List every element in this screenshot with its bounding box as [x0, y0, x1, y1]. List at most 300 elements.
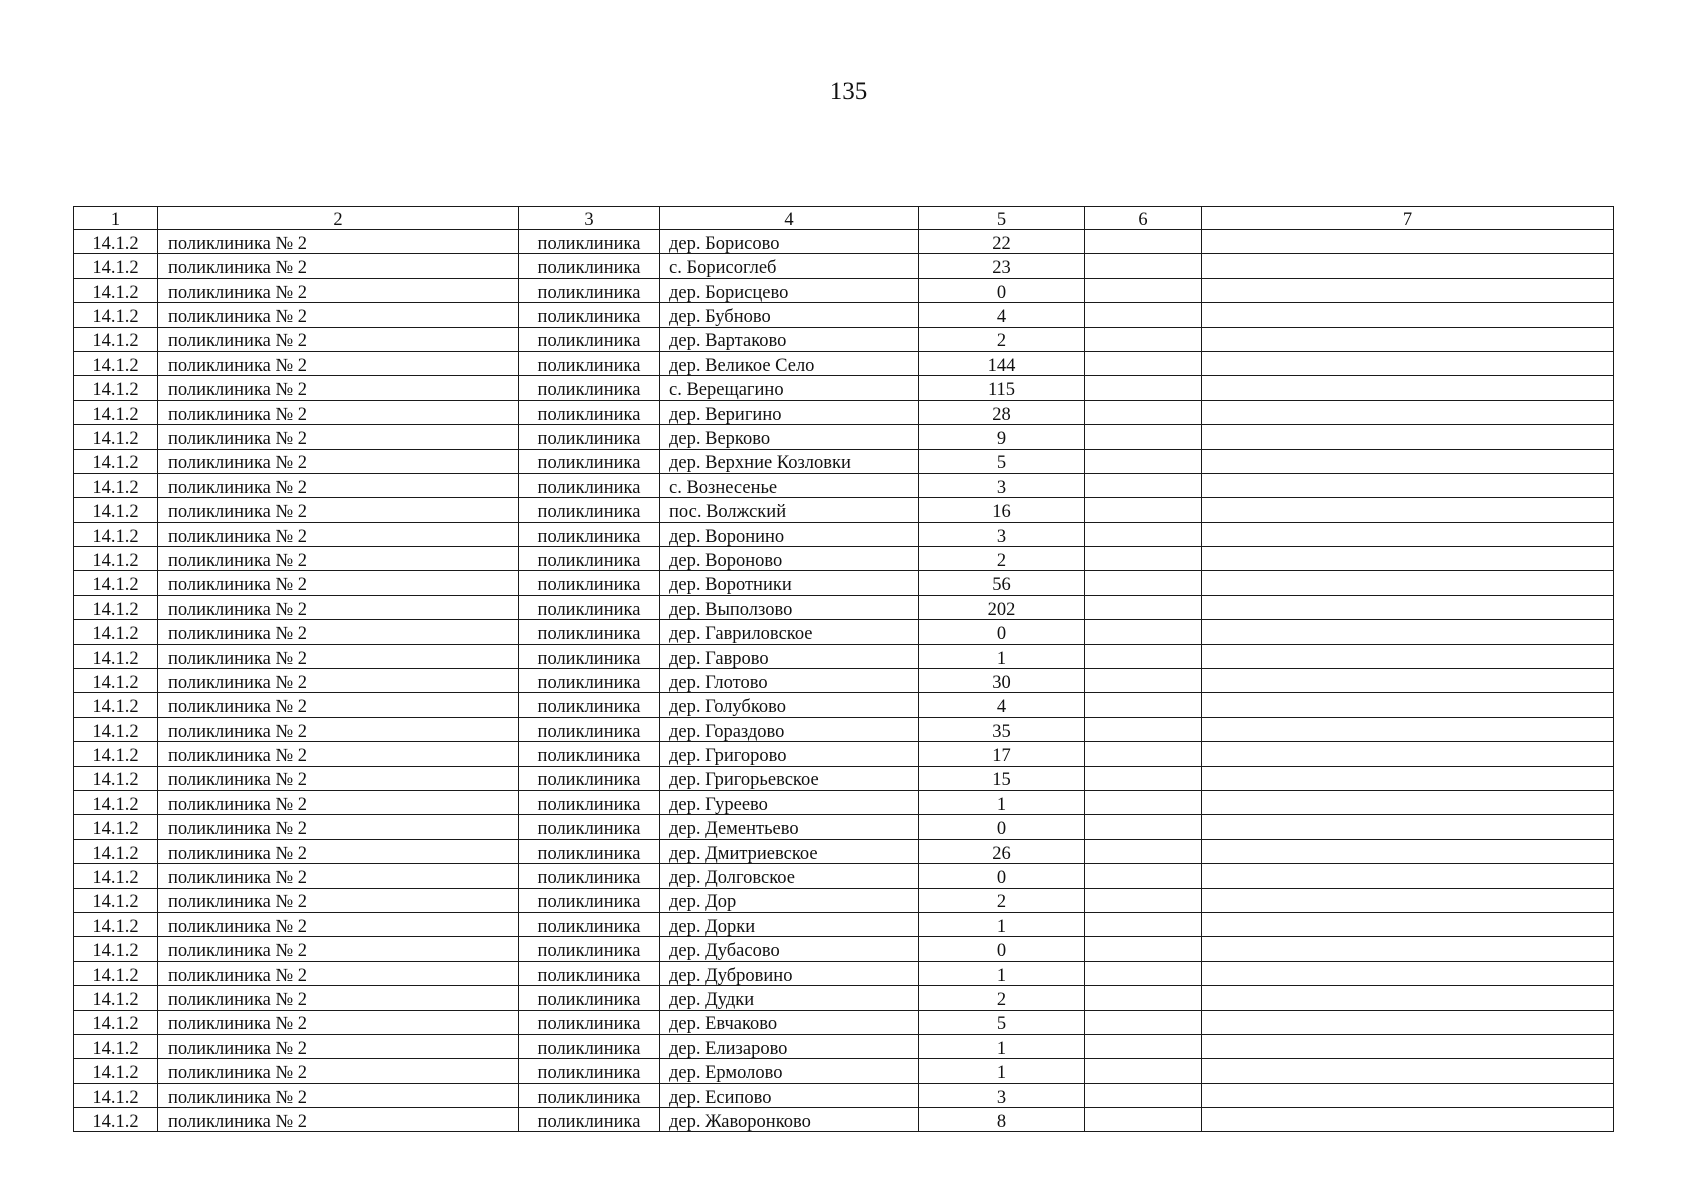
- cell-col6: [1085, 498, 1202, 522]
- table-row: [74, 473, 1614, 497]
- cell-col6: [1085, 400, 1202, 424]
- cell-institution: поликлиника № 2: [158, 254, 519, 278]
- cell-col7: [1202, 1059, 1614, 1083]
- cell-institution: поликлиника № 2: [158, 230, 519, 254]
- cell-count: 1: [919, 1034, 1085, 1058]
- cell-type: поликлиника: [519, 888, 660, 912]
- cell-code: 14.1.2: [74, 1010, 158, 1034]
- cell-code: 14.1.2: [74, 376, 158, 400]
- cell-institution: поликлиника № 2: [158, 1010, 519, 1034]
- cell-settlement: дер. Верхние Козловки: [660, 449, 919, 473]
- cell-code: 14.1.2: [74, 986, 158, 1010]
- cell-settlement: дер. Ермолово: [660, 1059, 919, 1083]
- cell-type: поликлиника: [519, 912, 660, 936]
- cell-settlement: пос. Волжский: [660, 498, 919, 522]
- cell-settlement: дер. Дор: [660, 888, 919, 912]
- cell-institution: поликлиника № 2: [158, 278, 519, 302]
- cell-settlement: дер. Великое Село: [660, 351, 919, 375]
- cell-type: поликлиника: [519, 303, 660, 327]
- cell-institution: поликлиника № 2: [158, 522, 519, 546]
- page-number: 135: [829, 78, 868, 105]
- cell-settlement: дер. Выползово: [660, 595, 919, 619]
- cell-type: поликлиника: [519, 1108, 660, 1132]
- cell-code: 14.1.2: [74, 230, 158, 254]
- table-row: [74, 327, 1614, 351]
- cell-col7: [1202, 766, 1614, 790]
- cell-institution: поликлиника № 2: [158, 937, 519, 961]
- cell-type: поликлиника: [519, 1010, 660, 1034]
- cell-col6: [1085, 376, 1202, 400]
- cell-institution: поликлиника № 2: [158, 620, 519, 644]
- cell-institution: поликлиника № 2: [158, 571, 519, 595]
- column-header-5: 5: [919, 207, 1085, 230]
- cell-count: 2: [919, 888, 1085, 912]
- cell-count: 15: [919, 766, 1085, 790]
- cell-count: 3: [919, 473, 1085, 497]
- cell-col6: [1085, 278, 1202, 302]
- cell-col6: [1085, 571, 1202, 595]
- cell-code: 14.1.2: [74, 522, 158, 546]
- cell-type: поликлиника: [519, 1059, 660, 1083]
- cell-count: 1: [919, 961, 1085, 985]
- cell-col6: [1085, 1108, 1202, 1132]
- cell-col7: [1202, 986, 1614, 1010]
- cell-col6: [1085, 230, 1202, 254]
- cell-col7: [1202, 254, 1614, 278]
- cell-settlement: дер. Григорово: [660, 742, 919, 766]
- cell-institution: поликлиника № 2: [158, 473, 519, 497]
- cell-count: 56: [919, 571, 1085, 595]
- cell-code: 14.1.2: [74, 669, 158, 693]
- cell-count: 9: [919, 425, 1085, 449]
- cell-institution: поликлиника № 2: [158, 644, 519, 668]
- cell-col7: [1202, 595, 1614, 619]
- table-row: [74, 303, 1614, 327]
- cell-count: 4: [919, 693, 1085, 717]
- cell-code: 14.1.2: [74, 449, 158, 473]
- cell-type: поликлиника: [519, 376, 660, 400]
- table-header-row: [74, 207, 1614, 230]
- table-row: [74, 1034, 1614, 1058]
- table-row: [74, 230, 1614, 254]
- cell-col6: [1085, 595, 1202, 619]
- table-row: [74, 912, 1614, 936]
- cell-code: 14.1.2: [74, 303, 158, 327]
- cell-count: 0: [919, 278, 1085, 302]
- cell-col6: [1085, 815, 1202, 839]
- cell-settlement: дер. Дубровино: [660, 961, 919, 985]
- cell-col6: [1085, 303, 1202, 327]
- cell-col6: [1085, 449, 1202, 473]
- cell-type: поликлиника: [519, 254, 660, 278]
- cell-settlement: дер. Борисцево: [660, 278, 919, 302]
- cell-type: поликлиника: [519, 669, 660, 693]
- cell-institution: поликлиника № 2: [158, 449, 519, 473]
- cell-count: 1: [919, 1059, 1085, 1083]
- table-row: [74, 742, 1614, 766]
- cell-type: поликлиника: [519, 839, 660, 863]
- cell-code: 14.1.2: [74, 1034, 158, 1058]
- cell-col7: [1202, 230, 1614, 254]
- cell-type: поликлиника: [519, 400, 660, 424]
- cell-col7: [1202, 888, 1614, 912]
- table-row: [74, 644, 1614, 668]
- cell-count: 8: [919, 1108, 1085, 1132]
- cell-settlement: с. Верещагино: [660, 376, 919, 400]
- cell-col6: [1085, 620, 1202, 644]
- cell-count: 144: [919, 351, 1085, 375]
- cell-col7: [1202, 815, 1614, 839]
- cell-type: поликлиника: [519, 937, 660, 961]
- cell-col6: [1085, 912, 1202, 936]
- table-row: [74, 522, 1614, 546]
- cell-col7: [1202, 351, 1614, 375]
- cell-code: 14.1.2: [74, 595, 158, 619]
- table-row: [74, 669, 1614, 693]
- cell-institution: поликлиника № 2: [158, 376, 519, 400]
- cell-settlement: дер. Дудки: [660, 986, 919, 1010]
- cell-col6: [1085, 986, 1202, 1010]
- table-row: [74, 498, 1614, 522]
- table-row: [74, 254, 1614, 278]
- cell-code: 14.1.2: [74, 815, 158, 839]
- cell-settlement: дер. Жаворонково: [660, 1108, 919, 1132]
- cell-type: поликлиника: [519, 986, 660, 1010]
- cell-institution: поликлиника № 2: [158, 1108, 519, 1132]
- cell-code: 14.1.2: [74, 864, 158, 888]
- cell-code: 14.1.2: [74, 571, 158, 595]
- cell-code: 14.1.2: [74, 766, 158, 790]
- table-body: [74, 207, 1614, 1132]
- cell-count: 30: [919, 669, 1085, 693]
- cell-settlement: дер. Вартаково: [660, 327, 919, 351]
- table-row: [74, 864, 1614, 888]
- table-row: [74, 376, 1614, 400]
- cell-code: 14.1.2: [74, 912, 158, 936]
- cell-count: 2: [919, 547, 1085, 571]
- table-row: [74, 1010, 1614, 1034]
- cell-institution: поликлиника № 2: [158, 815, 519, 839]
- cell-type: поликлиника: [519, 547, 660, 571]
- cell-institution: поликлиника № 2: [158, 986, 519, 1010]
- cell-col6: [1085, 790, 1202, 814]
- cell-type: поликлиника: [519, 864, 660, 888]
- cell-col6: [1085, 1010, 1202, 1034]
- cell-type: поликлиника: [519, 1034, 660, 1058]
- cell-col6: [1085, 644, 1202, 668]
- cell-col7: [1202, 547, 1614, 571]
- cell-settlement: дер. Глотово: [660, 669, 919, 693]
- cell-count: 0: [919, 937, 1085, 961]
- cell-institution: поликлиника № 2: [158, 327, 519, 351]
- cell-col7: [1202, 303, 1614, 327]
- cell-col7: [1202, 327, 1614, 351]
- cell-code: 14.1.2: [74, 961, 158, 985]
- cell-col7: [1202, 473, 1614, 497]
- cell-institution: поликлиника № 2: [158, 1059, 519, 1083]
- cell-col7: [1202, 620, 1614, 644]
- table-row: [74, 1059, 1614, 1083]
- table-row: [74, 937, 1614, 961]
- cell-code: 14.1.2: [74, 1108, 158, 1132]
- cell-settlement: дер. Голубково: [660, 693, 919, 717]
- cell-type: поликлиника: [519, 278, 660, 302]
- cell-col7: [1202, 1108, 1614, 1132]
- cell-settlement: дер. Дмитриевское: [660, 839, 919, 863]
- table-row: [74, 839, 1614, 863]
- cell-type: поликлиника: [519, 693, 660, 717]
- cell-settlement: дер. Вороново: [660, 547, 919, 571]
- cell-col6: [1085, 547, 1202, 571]
- cell-count: 2: [919, 327, 1085, 351]
- cell-code: 14.1.2: [74, 1059, 158, 1083]
- cell-type: поликлиника: [519, 620, 660, 644]
- cell-col7: [1202, 693, 1614, 717]
- cell-col7: [1202, 644, 1614, 668]
- cell-col7: [1202, 961, 1614, 985]
- cell-col6: [1085, 888, 1202, 912]
- cell-col6: [1085, 864, 1202, 888]
- cell-institution: поликлиника № 2: [158, 790, 519, 814]
- table-row: [74, 766, 1614, 790]
- cell-count: 0: [919, 864, 1085, 888]
- column-header-3: 3: [519, 207, 660, 230]
- table-row: [74, 815, 1614, 839]
- cell-col7: [1202, 1034, 1614, 1058]
- cell-institution: поликлиника № 2: [158, 1083, 519, 1107]
- cell-institution: поликлиника № 2: [158, 888, 519, 912]
- cell-type: поликлиника: [519, 327, 660, 351]
- cell-count: 35: [919, 717, 1085, 741]
- cell-col6: [1085, 1059, 1202, 1083]
- cell-code: 14.1.2: [74, 742, 158, 766]
- cell-count: 5: [919, 1010, 1085, 1034]
- cell-col7: [1202, 1083, 1614, 1107]
- cell-col7: [1202, 449, 1614, 473]
- cell-col7: [1202, 669, 1614, 693]
- cell-col7: [1202, 1010, 1614, 1034]
- cell-col6: [1085, 961, 1202, 985]
- cell-settlement: дер. Воротники: [660, 571, 919, 595]
- cell-institution: поликлиника № 2: [158, 303, 519, 327]
- cell-count: 1: [919, 790, 1085, 814]
- cell-col7: [1202, 278, 1614, 302]
- cell-col6: [1085, 742, 1202, 766]
- cell-code: 14.1.2: [74, 620, 158, 644]
- cell-col7: [1202, 864, 1614, 888]
- cell-col6: [1085, 522, 1202, 546]
- cell-settlement: дер. Гаврово: [660, 644, 919, 668]
- cell-institution: поликлиника № 2: [158, 351, 519, 375]
- cell-col7: [1202, 425, 1614, 449]
- cell-col7: [1202, 790, 1614, 814]
- cell-institution: поликлиника № 2: [158, 912, 519, 936]
- cell-count: 16: [919, 498, 1085, 522]
- cell-code: 14.1.2: [74, 644, 158, 668]
- cell-settlement: дер. Григорьевское: [660, 766, 919, 790]
- cell-type: поликлиника: [519, 473, 660, 497]
- table-row: [74, 790, 1614, 814]
- cell-col7: [1202, 717, 1614, 741]
- cell-count: 26: [919, 839, 1085, 863]
- table-row: [74, 449, 1614, 473]
- settlements-table: [73, 206, 1614, 1132]
- table-row: [74, 693, 1614, 717]
- cell-institution: поликлиника № 2: [158, 1034, 519, 1058]
- cell-type: поликлиника: [519, 351, 660, 375]
- cell-code: 14.1.2: [74, 278, 158, 302]
- cell-settlement: дер. Гораздово: [660, 717, 919, 741]
- cell-institution: поликлиника № 2: [158, 425, 519, 449]
- cell-count: 202: [919, 595, 1085, 619]
- table-row: [74, 961, 1614, 985]
- cell-code: 14.1.2: [74, 1083, 158, 1107]
- cell-type: поликлиника: [519, 961, 660, 985]
- cell-settlement: дер. Борисово: [660, 230, 919, 254]
- cell-col6: [1085, 766, 1202, 790]
- cell-settlement: дер. Есипово: [660, 1083, 919, 1107]
- cell-code: 14.1.2: [74, 351, 158, 375]
- cell-col6: [1085, 425, 1202, 449]
- cell-col6: [1085, 254, 1202, 278]
- table-row: [74, 1083, 1614, 1107]
- cell-institution: поликлиника № 2: [158, 693, 519, 717]
- table-row: [74, 595, 1614, 619]
- cell-code: 14.1.2: [74, 327, 158, 351]
- cell-count: 22: [919, 230, 1085, 254]
- cell-settlement: дер. Бубново: [660, 303, 919, 327]
- cell-col6: [1085, 717, 1202, 741]
- cell-settlement: дер. Воронино: [660, 522, 919, 546]
- cell-settlement: дер. Долговское: [660, 864, 919, 888]
- cell-col6: [1085, 693, 1202, 717]
- table-row: [74, 986, 1614, 1010]
- cell-col7: [1202, 498, 1614, 522]
- cell-count: 0: [919, 620, 1085, 644]
- cell-col6: [1085, 1083, 1202, 1107]
- cell-code: 14.1.2: [74, 790, 158, 814]
- table-row: [74, 888, 1614, 912]
- table-row: [74, 620, 1614, 644]
- cell-institution: поликлиника № 2: [158, 717, 519, 741]
- cell-count: 3: [919, 522, 1085, 546]
- cell-code: 14.1.2: [74, 425, 158, 449]
- cell-type: поликлиника: [519, 425, 660, 449]
- table-row: [74, 571, 1614, 595]
- cell-settlement: дер. Веригино: [660, 400, 919, 424]
- cell-institution: поликлиника № 2: [158, 400, 519, 424]
- cell-col6: [1085, 473, 1202, 497]
- cell-code: 14.1.2: [74, 717, 158, 741]
- cell-col7: [1202, 571, 1614, 595]
- cell-code: 14.1.2: [74, 937, 158, 961]
- cell-count: 0: [919, 815, 1085, 839]
- cell-col7: [1202, 937, 1614, 961]
- cell-institution: поликлиника № 2: [158, 961, 519, 985]
- cell-settlement: дер. Верково: [660, 425, 919, 449]
- table-row: [74, 351, 1614, 375]
- cell-code: 14.1.2: [74, 254, 158, 278]
- cell-col6: [1085, 839, 1202, 863]
- cell-col7: [1202, 742, 1614, 766]
- cell-settlement: с. Борисоглеб: [660, 254, 919, 278]
- cell-col6: [1085, 327, 1202, 351]
- cell-code: 14.1.2: [74, 693, 158, 717]
- cell-col7: [1202, 522, 1614, 546]
- table-row: [74, 425, 1614, 449]
- cell-settlement: дер. Гуреево: [660, 790, 919, 814]
- cell-count: 23: [919, 254, 1085, 278]
- cell-settlement: дер. Елизарово: [660, 1034, 919, 1058]
- cell-type: поликлиника: [519, 595, 660, 619]
- table-row: [74, 400, 1614, 424]
- cell-type: поликлиника: [519, 815, 660, 839]
- cell-col6: [1085, 351, 1202, 375]
- column-header-2: 2: [158, 207, 519, 230]
- cell-type: поликлиника: [519, 498, 660, 522]
- cell-code: 14.1.2: [74, 547, 158, 571]
- cell-count: 17: [919, 742, 1085, 766]
- cell-settlement: дер. Дубасово: [660, 937, 919, 961]
- cell-settlement: дер. Дорки: [660, 912, 919, 936]
- cell-code: 14.1.2: [74, 400, 158, 424]
- cell-institution: поликлиника № 2: [158, 595, 519, 619]
- cell-institution: поликлиника № 2: [158, 669, 519, 693]
- cell-count: 4: [919, 303, 1085, 327]
- cell-code: 14.1.2: [74, 839, 158, 863]
- column-header-4: 4: [660, 207, 919, 230]
- column-header-6: 6: [1085, 207, 1202, 230]
- cell-type: поликлиника: [519, 790, 660, 814]
- cell-institution: поликлиника № 2: [158, 547, 519, 571]
- cell-settlement: дер. Евчаково: [660, 1010, 919, 1034]
- table-row: [74, 278, 1614, 302]
- cell-count: 1: [919, 912, 1085, 936]
- table-row: [74, 717, 1614, 741]
- cell-type: поликлиника: [519, 522, 660, 546]
- table-row: [74, 547, 1614, 571]
- cell-type: поликлиника: [519, 742, 660, 766]
- column-header-1: 1: [74, 207, 158, 230]
- cell-institution: поликлиника № 2: [158, 766, 519, 790]
- cell-col7: [1202, 912, 1614, 936]
- column-header-7: 7: [1202, 207, 1614, 230]
- cell-type: поликлиника: [519, 644, 660, 668]
- cell-code: 14.1.2: [74, 473, 158, 497]
- cell-type: поликлиника: [519, 571, 660, 595]
- cell-code: 14.1.2: [74, 498, 158, 522]
- cell-col7: [1202, 400, 1614, 424]
- cell-type: поликлиника: [519, 1083, 660, 1107]
- cell-type: поликлиника: [519, 717, 660, 741]
- cell-count: 115: [919, 376, 1085, 400]
- cell-col7: [1202, 839, 1614, 863]
- table-row: [74, 1108, 1614, 1132]
- cell-col7: [1202, 376, 1614, 400]
- cell-type: поликлиника: [519, 230, 660, 254]
- cell-count: 2: [919, 986, 1085, 1010]
- cell-institution: поликлиника № 2: [158, 498, 519, 522]
- cell-count: 3: [919, 1083, 1085, 1107]
- cell-settlement: дер. Дементьево: [660, 815, 919, 839]
- cell-count: 5: [919, 449, 1085, 473]
- cell-type: поликлиника: [519, 449, 660, 473]
- cell-institution: поликлиника № 2: [158, 864, 519, 888]
- cell-col6: [1085, 669, 1202, 693]
- cell-type: поликлиника: [519, 766, 660, 790]
- cell-col6: [1085, 937, 1202, 961]
- cell-settlement: с. Вознесенье: [660, 473, 919, 497]
